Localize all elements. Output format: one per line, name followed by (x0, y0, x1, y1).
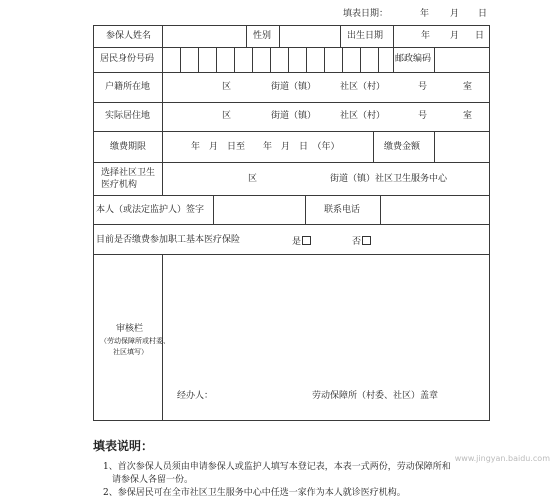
payment-amount-field[interactable] (435, 132, 488, 161)
postal-code-label: 邮政编码 (395, 54, 432, 64)
fill-date-label: 填表日期： (343, 9, 389, 19)
signature-field[interactable] (214, 196, 304, 223)
residence-street: 街道（镇） (271, 111, 317, 121)
gender-field[interactable] (280, 26, 339, 47)
household-number: 号 (418, 82, 428, 92)
insured-name-label: 参保人姓名 (106, 31, 152, 41)
phone-field[interactable] (381, 196, 488, 223)
yes-option[interactable] (292, 236, 311, 247)
household-room: 室 (463, 82, 473, 92)
household-district: 区 (222, 82, 232, 92)
clinic-district: 区 (248, 174, 258, 184)
gender-label: 性别 (253, 31, 272, 41)
note-item-1-cont: 请参保人各留一份。 (112, 475, 194, 485)
no-checkbox-icon[interactable] (362, 236, 371, 245)
signature-label: 本人（或法定监护人）签字 (96, 205, 205, 215)
watermark: www.jingyan.baidu.com (454, 454, 550, 463)
handler-label: 经办人： (177, 391, 214, 401)
payment-period-field: 年 月 日至 年 月 日 （年） (191, 142, 340, 152)
birth-month: 月 (450, 31, 460, 41)
household-street: 街道（镇） (271, 82, 317, 92)
clinic-selection-label-line2: 医疗机构 (101, 180, 138, 190)
residence-number: 号 (418, 111, 428, 121)
review-sub-line2: 社区填写） (113, 348, 148, 356)
residence-address-label: 实际居住地 (105, 111, 151, 121)
fill-date-month: 月 (450, 9, 460, 19)
household-community: 社区（村） (340, 82, 386, 92)
payment-amount-label: 缴费金额 (384, 142, 421, 152)
id-number-label: 居民身份号码 (100, 54, 155, 64)
review-label: 审核栏 (116, 324, 144, 334)
id-number-field[interactable] (163, 48, 392, 71)
clinic-selection-label-line1: 选择社区卫生 (101, 168, 156, 178)
residence-room: 室 (463, 111, 473, 121)
note-item-1: 1、首次参保人员须由申请参保人或监护人填写本登记表，本表一式两份，劳动保障所和 (103, 462, 451, 472)
yes-checkbox-icon[interactable] (302, 236, 311, 245)
clinic-center: 街道（镇）社区卫生服务中心 (330, 174, 448, 184)
fill-date-year: 年 (420, 9, 430, 19)
review-sub-line1: （劳动保障所或村委、 (100, 337, 170, 345)
notes-title: 填表说明： (93, 439, 154, 453)
payment-period-label: 缴费期限 (110, 142, 147, 152)
stamp-label: 劳动保障所（村委、社区）盖章 (312, 391, 439, 401)
residence-community: 社区（村） (340, 111, 386, 121)
postal-code-field[interactable] (435, 48, 488, 71)
note-item-2: 2、参保居民可在全市社区卫生服务中心中任选一家作为本人就诊医疗机构。 (103, 488, 406, 498)
insured-name-field[interactable] (163, 26, 245, 47)
birth-day: 日 (475, 31, 485, 41)
no-option[interactable] (352, 236, 371, 247)
household-address-label: 户籍所在地 (105, 82, 151, 92)
phone-label: 联系电话 (324, 205, 361, 215)
yes-label: 是 (292, 237, 302, 247)
birth-year: 年 (421, 31, 431, 41)
birth-date-label: 出生日期 (347, 31, 384, 41)
employee-insurance-question: 目前是否缴费参加职工基本医疗保险 (96, 235, 241, 245)
no-label: 否 (352, 237, 362, 247)
fill-date-day: 日 (478, 9, 488, 19)
residence-district: 区 (222, 111, 232, 121)
